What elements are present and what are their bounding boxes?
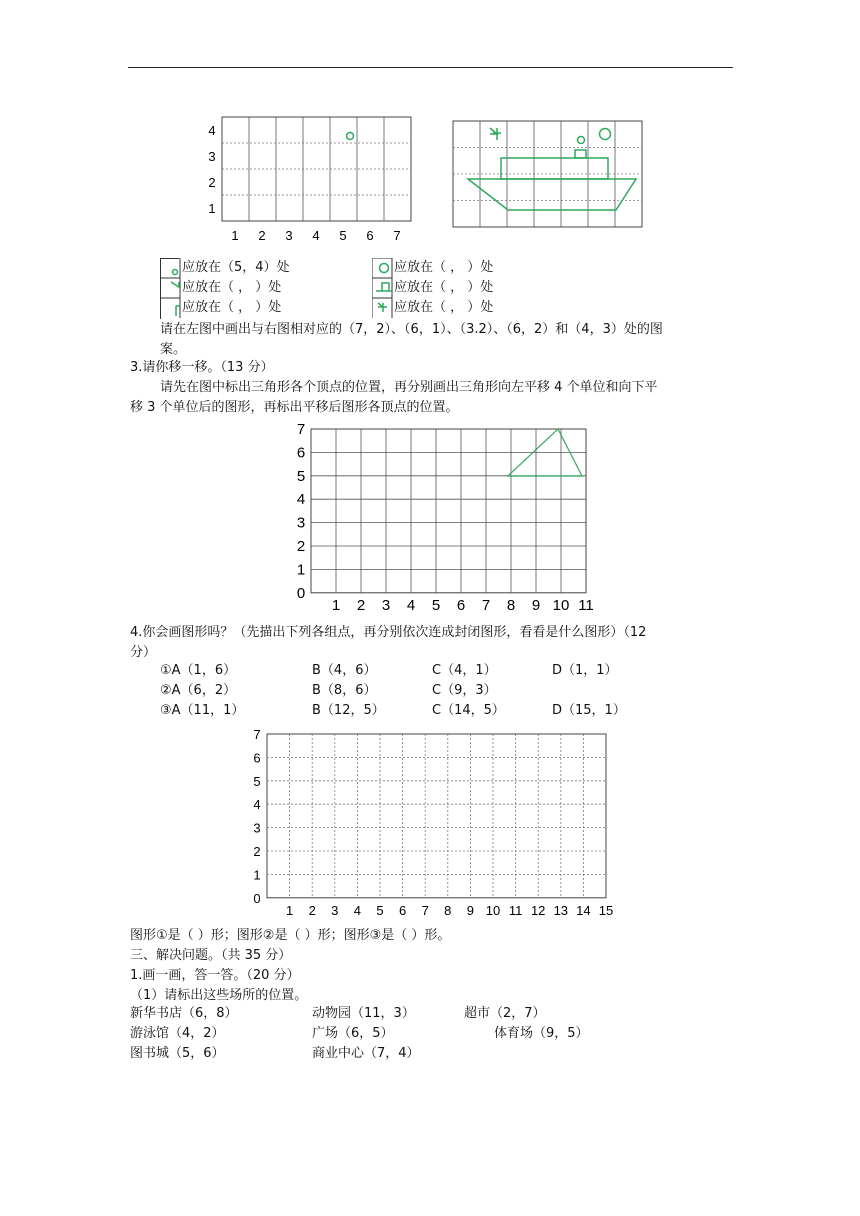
row2-left: 应放在（ ， ）处 [182, 280, 282, 295]
y-tick-label: 4 [296, 491, 306, 509]
x-tick-label: 11 [578, 596, 594, 614]
point-label: C（4，1） [432, 663, 497, 678]
x-tick-label: 3 [285, 228, 293, 243]
hull-edge-icon [176, 306, 180, 316]
place-item: 图书城（5，6） [130, 1046, 225, 1061]
x-tick-label: 13 [553, 902, 569, 918]
point-label: D（1，1） [552, 663, 618, 678]
x-tick-label: 1 [285, 902, 294, 918]
point-label: D（15，1） [552, 703, 626, 718]
ship-picture-grid [450, 118, 650, 230]
point-label: C（14，5） [432, 703, 505, 718]
point-label: ①A（1，6） [160, 663, 237, 678]
point-label: B（8，6） [312, 683, 377, 698]
section-3-sub1: （1）请标出这些场所的位置。 [130, 988, 308, 1003]
x-tick-label: 5 [339, 228, 347, 243]
y-tick-label: 2 [208, 175, 216, 190]
x-tick-label: 3 [331, 902, 339, 918]
x-tick-label: 5 [376, 902, 384, 918]
flag-icon [490, 128, 501, 140]
point-label: ②A（6，2） [160, 683, 237, 698]
x-tick-label: 15 [598, 902, 614, 918]
coordinate-grid-left [200, 110, 420, 245]
place-item: 商业中心（7，4） [312, 1046, 420, 1061]
x-tick-label: 7 [421, 902, 429, 918]
row2-right: 应放在（ ， ）处 [394, 280, 494, 295]
q2-instruction-cont: 案。 [160, 342, 187, 357]
y-tick-label: 5 [296, 467, 306, 485]
x-tick-label: 10 [552, 596, 570, 614]
chimney-icon [575, 150, 586, 158]
section-3-title: 三、解决问题。（共 35 分） [130, 948, 292, 963]
x-tick-label: 6 [366, 228, 374, 243]
x-tick-label: 4 [312, 228, 320, 243]
header-rule [128, 67, 733, 68]
x-tick-label: 14 [576, 902, 591, 918]
q3-title: 3.请你移一移。（13 分） [130, 360, 274, 375]
x-tick-label: 5 [431, 596, 441, 614]
x-tick-label: 12 [530, 902, 546, 918]
x-tick-label: 6 [456, 596, 466, 614]
large-circle-icon [380, 264, 389, 273]
x-tick-label: 9 [531, 596, 541, 614]
place-item: 体育场（9，5） [494, 1026, 589, 1041]
y-tick-label: 1 [208, 201, 216, 216]
y-tick-label: 3 [253, 820, 261, 836]
x-tick-label: 11 [508, 902, 523, 918]
large-circle-icon [600, 129, 611, 140]
place-item: 超市（2，7） [464, 1006, 546, 1021]
y-tick-label: 6 [253, 750, 261, 766]
point-label: C（9，3） [432, 683, 497, 698]
y-tick-label: 2 [253, 844, 261, 859]
y-tick-label: 5 [253, 773, 261, 789]
x-tick-label: 9 [466, 902, 475, 918]
q4-title-cont: 分） [130, 645, 157, 660]
y-tick-label: 4 [253, 797, 261, 813]
y-tick-label: 3 [208, 149, 216, 164]
x-tick-label: 8 [506, 596, 516, 614]
q4-answer: 图形①是（ ）形；图形②是（ ）形；图形③是（ ）形。 [130, 928, 451, 943]
y-tick-label: 0 [296, 584, 306, 602]
x-tick-label: 4 [406, 596, 416, 614]
row3-left: 应放在（ ， ）处 [182, 300, 282, 315]
y-tick-label: 7 [253, 730, 261, 742]
x-tick-label: 7 [393, 228, 401, 243]
x-tick-label: 2 [308, 902, 316, 918]
q4-title: 4.你会画图形吗？（先描出下列各组点，再分别依次连成封闭图形，看看是什么图形）（12 [130, 625, 647, 640]
x-tick-label: 1 [231, 228, 239, 243]
x-tick-label: 7 [481, 596, 491, 614]
cabin-icon [501, 158, 608, 179]
point-label: B（4，6） [312, 663, 377, 678]
y-tick-label: 1 [296, 561, 306, 579]
x-tick-label: 8 [444, 902, 452, 918]
flag-corner-icon [171, 282, 179, 287]
x-tick-label: 2 [356, 596, 366, 614]
y-tick-label: 6 [296, 444, 306, 462]
y-tick-label: 4 [208, 123, 216, 138]
x-tick-label: 4 [353, 902, 362, 918]
y-tick-label: 0 [253, 890, 261, 906]
q3-text-1: 请先在图中标出三角形各个顶点的位置，再分别画出三角形向左平移 4 个单位和向下平 [160, 380, 658, 395]
flag-icon [378, 303, 387, 312]
translation-grid [290, 422, 610, 617]
place-item: 游泳馆（4，2） [130, 1026, 225, 1041]
row1-left: 应放在（5，4）处 [182, 260, 290, 275]
small-circle-icon [578, 137, 585, 144]
x-tick-label: 2 [258, 228, 266, 243]
symbol-list [160, 258, 560, 318]
shape-drawing-grid [245, 730, 620, 922]
y-tick-label: 3 [296, 514, 306, 532]
small-circle-icon [173, 270, 178, 275]
y-tick-label: 2 [296, 538, 306, 555]
y-tick-label: 1 [253, 867, 261, 883]
point-label: ③A（11，1） [160, 703, 245, 718]
section-3-q1: 1.画一画，答一答。（20 分） [130, 968, 300, 983]
place-item: 广场（6，5） [312, 1026, 394, 1041]
row3-right: 应放在（ ， ）处 [394, 300, 494, 315]
x-tick-label: 1 [331, 596, 341, 614]
place-item: 新华书店（6，8） [130, 1006, 238, 1021]
chimney-cabin-icon [376, 283, 392, 291]
y-tick-label: 7 [296, 422, 306, 438]
point-label: B（12，5） [312, 703, 385, 718]
hull-icon [468, 179, 636, 210]
small-circle-marker [347, 133, 354, 140]
q3-text-2: 移 3 个单位后的图形，再标出平移后图形各顶点的位置。 [130, 400, 459, 415]
x-tick-label: 10 [485, 902, 501, 918]
q2-instruction: 请在左图中画出与右图相对应的（7，2）、（6，1）、（3.2）、（6，2）和（4，3）处的图 [160, 322, 663, 337]
x-tick-label: 6 [398, 902, 407, 918]
row1-right: 应放在（ ， ）处 [394, 260, 494, 275]
x-tick-label: 3 [381, 596, 391, 614]
place-item: 动物园（11，3） [312, 1006, 415, 1021]
